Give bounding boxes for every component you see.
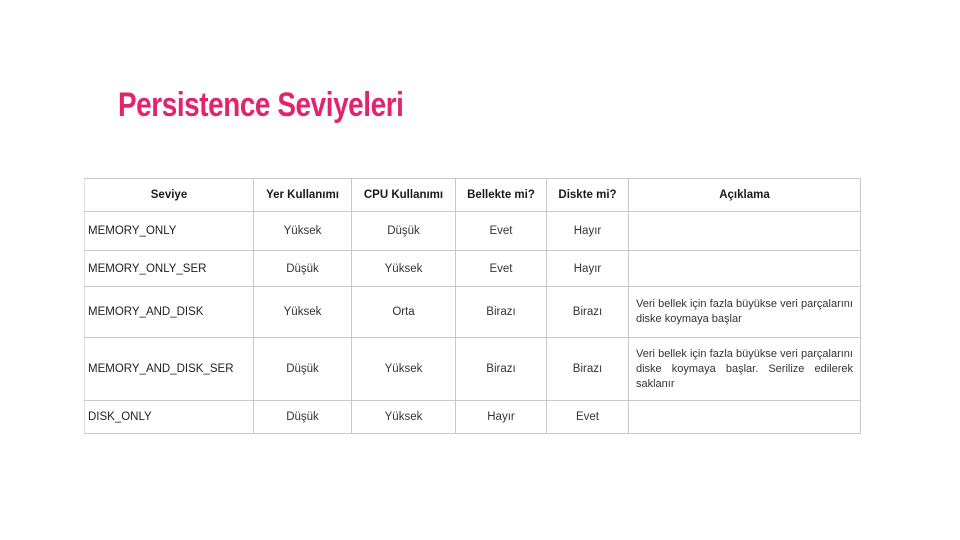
cell-space-usage: Düşük bbox=[254, 338, 352, 401]
cell-level: MEMORY_AND_DISK_SER bbox=[85, 338, 254, 401]
cell-cpu-usage: Yüksek bbox=[352, 251, 456, 287]
cell-description bbox=[629, 401, 861, 434]
cell-space-usage: Düşük bbox=[254, 251, 352, 287]
cell-on-disk: Birazı bbox=[547, 287, 629, 338]
cell-in-memory: Hayır bbox=[456, 401, 547, 434]
table-row bbox=[85, 212, 861, 251]
header-on-disk: Diskte mi? bbox=[547, 179, 629, 212]
cell-on-disk: Birazı bbox=[547, 338, 629, 401]
cell-level: MEMORY_ONLY_SER bbox=[85, 251, 254, 287]
cell-cpu-usage: Orta bbox=[352, 287, 456, 338]
header-in-memory: Bellekte mi? bbox=[456, 179, 547, 212]
cell-description bbox=[629, 212, 861, 251]
persistence-table-container bbox=[84, 178, 860, 434]
cell-level: DISK_ONLY bbox=[85, 401, 254, 434]
cell-space-usage: Düşük bbox=[254, 401, 352, 434]
cell-on-disk: Hayır bbox=[547, 212, 629, 251]
persistence-levels-table bbox=[84, 178, 861, 434]
cell-space-usage: Yüksek bbox=[254, 287, 352, 338]
cell-description: Veri bellek için fazla büyükse veri parçalarını diske koymaya başlar. Serilize edilerek saklanır bbox=[629, 338, 861, 401]
header-space-usage: Yer Kullanımı bbox=[254, 179, 352, 212]
cell-cpu-usage: Düşük bbox=[352, 212, 456, 251]
header-description: Açıklama bbox=[629, 179, 861, 212]
table-row bbox=[85, 251, 861, 287]
cell-level: MEMORY_AND_DISK bbox=[85, 287, 254, 338]
table-header-row bbox=[85, 179, 861, 212]
table-row bbox=[85, 287, 861, 338]
header-level: Seviye bbox=[85, 179, 254, 212]
cell-cpu-usage: Yüksek bbox=[352, 338, 456, 401]
cell-on-disk: Evet bbox=[547, 401, 629, 434]
cell-in-memory: Birazı bbox=[456, 287, 547, 338]
cell-cpu-usage: Yüksek bbox=[352, 401, 456, 434]
cell-description bbox=[629, 251, 861, 287]
slide-title: Persistence Seviyeleri bbox=[118, 86, 404, 124]
table-row bbox=[85, 401, 861, 434]
cell-description: Veri bellek için fazla büyükse veri parçalarını diske koymaya başlar bbox=[629, 287, 861, 338]
cell-space-usage: Yüksek bbox=[254, 212, 352, 251]
cell-in-memory: Birazı bbox=[456, 338, 547, 401]
cell-in-memory: Evet bbox=[456, 212, 547, 251]
cell-on-disk: Hayır bbox=[547, 251, 629, 287]
cell-in-memory: Evet bbox=[456, 251, 547, 287]
cell-level: MEMORY_ONLY bbox=[85, 212, 254, 251]
table-row bbox=[85, 338, 861, 401]
header-cpu-usage: CPU Kullanımı bbox=[352, 179, 456, 212]
